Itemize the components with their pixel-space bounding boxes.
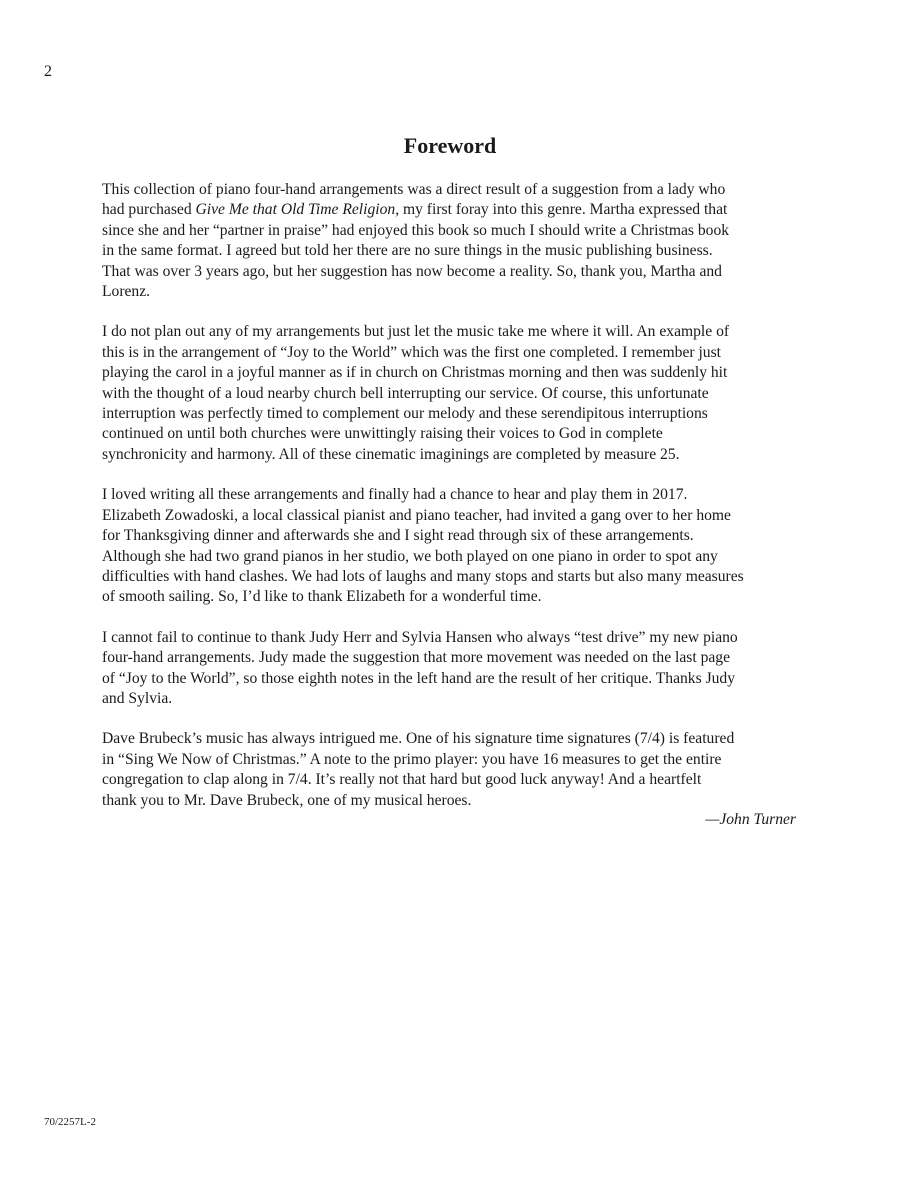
paragraph-line: in the same format. I agreed but told her there are no sure things in the music publishing business. (102, 242, 713, 260)
line-text: , my first foray into this genre. Martha expressed that (395, 201, 728, 219)
paragraph-line: and Sylvia. (102, 689, 173, 707)
foreword-paragraph (102, 729, 800, 811)
paragraph-line: playing the carol in a joyful manner as if in church on Christmas morning and then was suddenly hit (102, 364, 728, 382)
foreword-paragraph (102, 322, 800, 465)
paragraph-line (102, 200, 800, 220)
catalog-number: 70/2257L-2 (44, 1116, 96, 1128)
paragraph-line: continued on until both churches were unwittingly raising their voices to God in complete (102, 425, 663, 443)
paragraph-line: interruption was perfectly timed to complement our melody and these serendipitous interruptions (102, 405, 708, 423)
paragraph-line: congregation to clap along in 7/4. It’s really not that hard but good luck anyway! And a heartfelt (102, 771, 702, 789)
paragraph-line: of smooth sailing. So, I’d like to thank Elizabeth for a wonderful time. (102, 588, 542, 606)
paragraph-line: for Thanksgiving dinner and afterwards she and I sight read through six of these arrangements. (102, 527, 694, 545)
paragraph-line: of “Joy to the World”, so those eighth notes in the left hand are the result of her critique. Thanks Judy (102, 669, 736, 687)
paragraph-line: Lorenz. (102, 283, 151, 301)
paragraph-line: difficulties with hand clashes. We had lots of laughs and many stops and starts but also many measures (102, 567, 744, 585)
paragraph-line: Elizabeth Zowadoski, a local classical pianist and piano teacher, had invited a gang over to her home (102, 506, 731, 524)
paragraph-line: with the thought of a loud nearby church bell interrupting our service. Of course, this unfortunate (102, 384, 709, 402)
paragraph-line: in “Sing We Now of Christmas.” A note to the primo player: you have 16 measures to get the entire (102, 750, 722, 768)
line-text: had purchased (102, 201, 196, 219)
paragraph-line: This collection of piano four-hand arrangements was a direct result of a suggestion from a lady who (102, 181, 726, 198)
paragraph-line: this is in the arrangement of “Joy to the World” which was the first one completed. I remember just (102, 343, 722, 361)
paragraph-line: since she and her “partner in praise” had enjoyed this book so much I should write a Christmas book (102, 221, 730, 239)
paragraph-line: That was over 3 years ago, but her suggestion has now become a reality. So, thank you, Martha and (102, 262, 722, 280)
paragraph-line: four-hand arrangements. Judy made the suggestion that more movement was needed on the last page (102, 649, 731, 667)
paragraph-line: thank you to Mr. Dave Brubeck, one of my musical heroes. (102, 791, 472, 809)
author-signature: —John Turner (705, 811, 796, 828)
paragraph-line: synchronicity and harmony. All of these cinematic imaginings are completed by measure 25. (102, 445, 680, 463)
paragraph-line: I do not plan out any of my arrangements but just let the music take me where it will. An example of (102, 323, 730, 341)
foreword-paragraph (102, 180, 800, 302)
page-number: 2 (44, 63, 52, 80)
paragraph-line: I cannot fail to continue to thank Judy Herr and Sylvia Hansen who always “test drive” my new piano (102, 628, 738, 646)
paragraph-line: Dave Brubeck’s music has always intrigued me. One of his signature time signatures (7/4) is featured (102, 730, 735, 748)
book-title-italic: Give Me that Old Time Religion (195, 201, 396, 219)
page-title: Foreword (403, 133, 497, 158)
paragraph-line: I loved writing all these arrangements and finally had a chance to hear and play them in 2017. (102, 486, 688, 504)
paragraph-line: Although she had two grand pianos in her studio, we both played on one piano in order to spot any (102, 547, 718, 565)
foreword-paragraph (102, 485, 800, 607)
foreword-body (102, 180, 800, 831)
foreword-paragraph (102, 628, 800, 710)
